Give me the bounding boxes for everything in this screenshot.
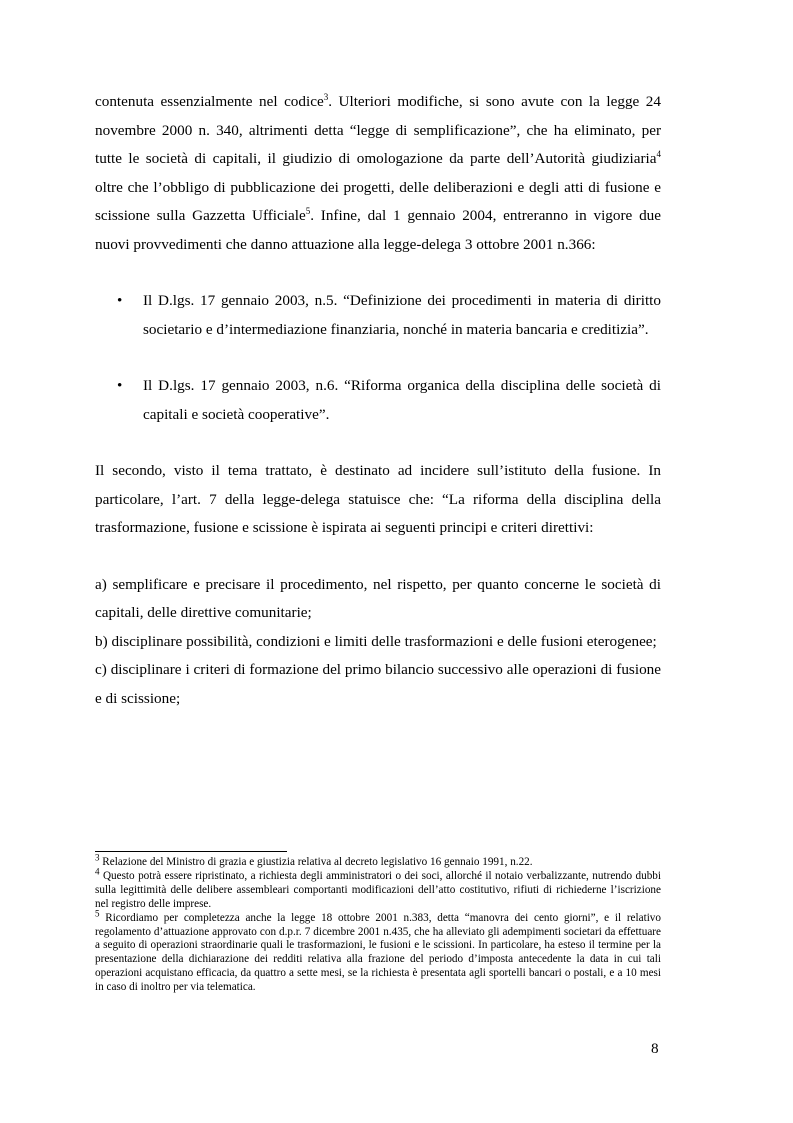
footnote-text: Ricordiamo per completezza anche la legge 18 ottobre 2001 n.383, detta “manovra dei cento giorni”, e il relativo regolamento d’attuazione approvato con d.p.r. 7 dicembre 2001 n.435, che ha alleviato gli adempimenti societari da effettuare a seguito di operazioni straordinarie quali le trasformazioni, le fusioni e le scissioni. In particolare, ha esteso il termine per la presentazione della dichiarazione dei redditi relativa alla frazione del periodo d’imposta antecedente la data in cui tali operazioni acquistano efficacia, da quattro a sette mesi, se la richiesta è presentata agli sportelli bancari o postali, e a 10 mesi in caso di inoltro per via telematica. [95,911,661,994]
bullet-icon: • [117,377,123,394]
document-body [95,88,661,713]
footnote-number: 4 [95,866,100,877]
footnote-ref-3: 3 [323,91,329,102]
criteria-item-a: a) semplificare e precisare il procedimento, nel rispetto, per quanto concerne le società di capitali, delle direttive comunitarie; [95,575,661,621]
paragraph-intro-text-b: . Ulteriori modifiche, si sono avute con la legge 24 novembre 2000 n. 340, altrimenti detta “legge di semplificazione”, che ha eliminato, per tutte le società di capitali, il giudizio di omologazione da parte dell’Autorità giudiziaria [95,93,661,167]
paragraph-second: Il secondo, visto il tema trattato, è destinato ad incidere sull’istituto della fusione. In particolare, l’art. 7 della legge-delega statuisce che: “La riforma della disciplina della trasformazione, fusione e scissione è ispirata ai seguenti principi e criteri direttivi: [95,462,661,536]
footnote-5 [95,907,661,995]
footnote-number: 3 [95,852,100,863]
paragraph-intro-text-d: . Infine, dal 1 gennaio 2004, entreranno in vigore due nuovi provvedimenti che danno attuazione alla legge-delega 3 ottobre 2001 n.366: [95,207,661,253]
list-item [95,372,661,429]
footnotes [95,852,661,995]
page-number: 8 [651,1040,659,1057]
footnote-text: Questo potrà essere ripristinato, a richiesta degli amministratori o dei soci, allorché il notaio verbalizzante, nutrendo dubbi sulla legittimità delle delibere assembleari comportanti modificazioni dell’atto costitutivo, rifiuti di richiederne l’iscrizione nel registro delle imprese. [95,869,661,910]
bullet-icon: • [117,292,123,309]
footnote-divider [95,851,287,852]
criteria-item-c: c) disciplinare i criteri di formazione del primo bilancio successivo alle operazioni di fusione e di scissione; [95,661,661,707]
paragraph-intro-text-a: contenuta essenzialmente nel codice [95,93,324,110]
paragraph-intro [95,88,661,259]
criteria-item-b: b) disciplinare possibilità, condizioni e limiti delle trasformazioni e delle fusioni eterogenee; [95,632,657,650]
list-item-text: Il D.lgs. 17 gennaio 2003, n.5. “Definizione dei procedimenti in materia di diritto societario e d’intermediazione finanziaria, nonché in materia bancaria e creditizia”. [143,292,661,338]
footnote-ref-4: 4 [656,148,661,159]
footnote-ref-5: 5 [305,205,311,216]
footnote-number: 5 [95,907,100,918]
paragraph-intro-text-c: oltre che l’obbligo di pubblicazione dei progetti, delle deliberazioni e degli atti di fusione e scissione sulla Gazzetta Ufficiale [95,178,661,224]
list-item-text: Il D.lgs. 17 gennaio 2003, n.6. “Riforma organica della disciplina delle società di capitali e società cooperative”. [143,377,661,423]
footnote-4 [95,866,661,912]
footnote-3 [95,852,661,870]
footnote-text: Relazione del Ministro di grazia e giustizia relativa al decreto legislativo 16 gennaio 1991, n.22. [99,856,533,868]
list-item [95,287,661,344]
decree-list [95,287,661,429]
